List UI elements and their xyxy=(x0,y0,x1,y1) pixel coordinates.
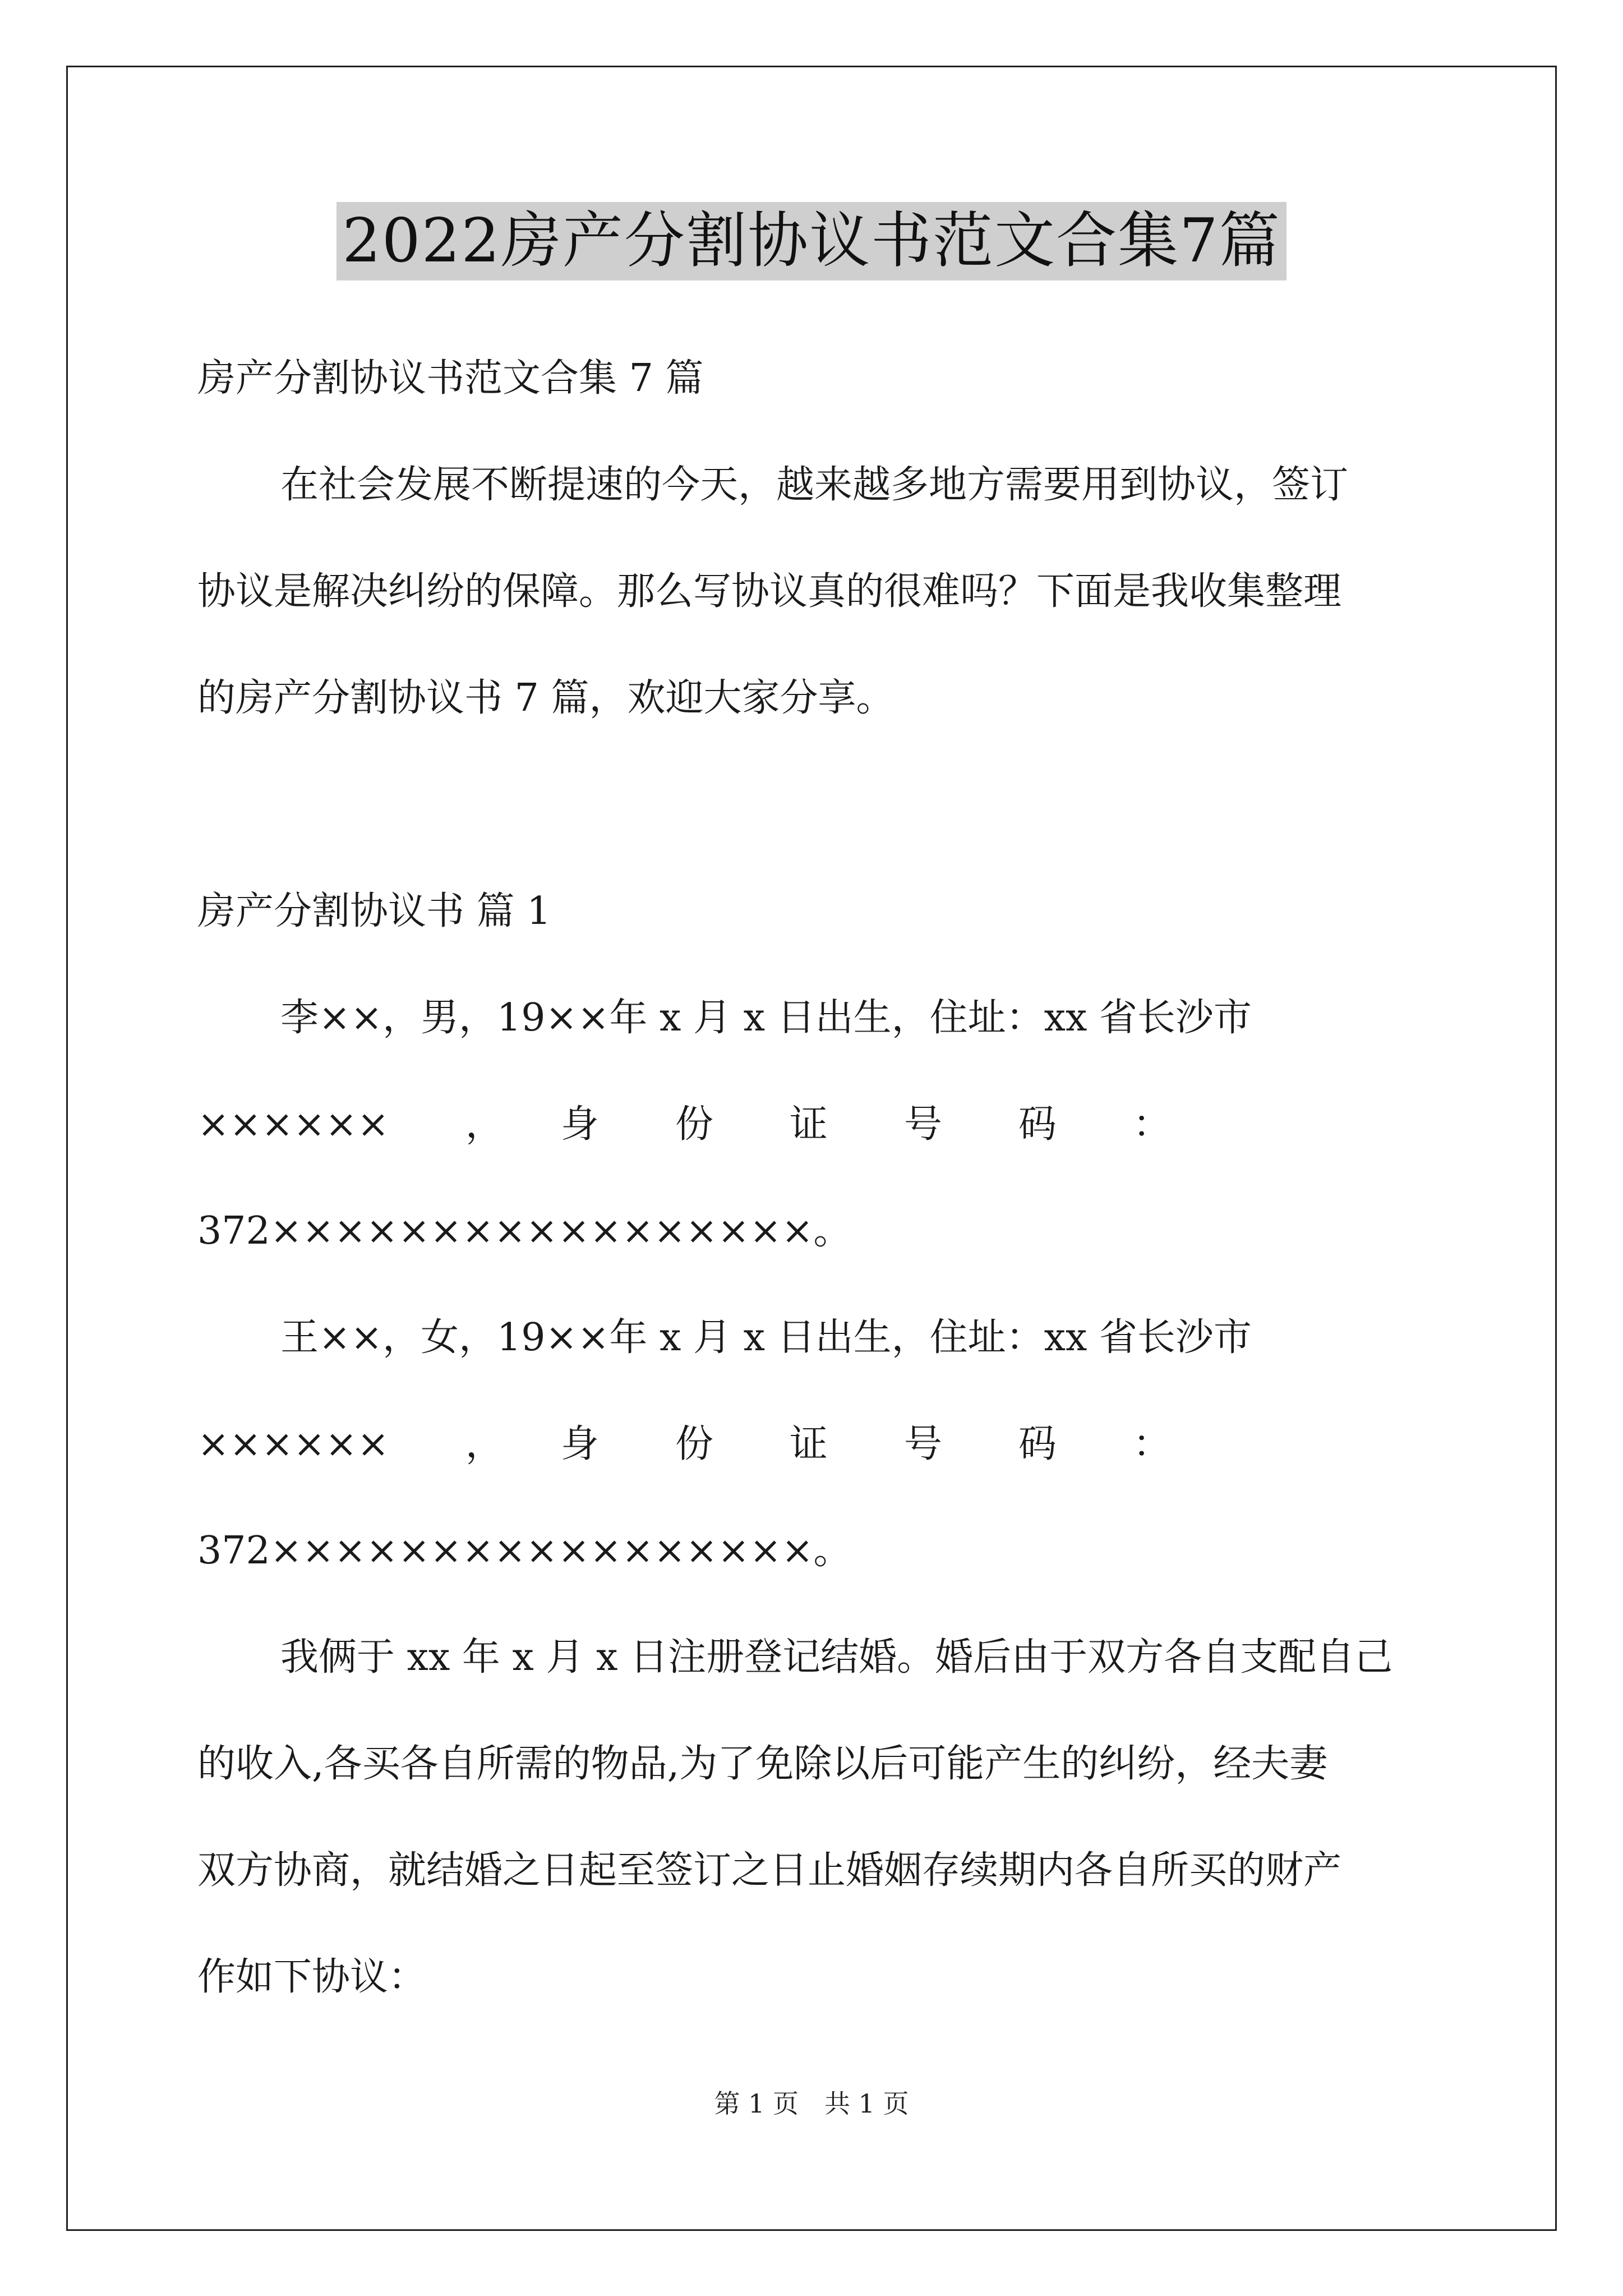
party-a-line-2: ×××××× ， 身 份 证 号 码 ： xyxy=(197,1102,1171,1147)
page-number: 第 1 页 共 1 页 xyxy=(714,2088,909,2119)
party-b-line-2: ×××××× ， 身 份 证 号 码 ： xyxy=(197,1422,1171,1466)
party-a-line-3: 372×××××××××××××××××。 xyxy=(197,1209,852,1253)
party-b-line-1: 王××，女，19××年 x 月 x 日出生，住址：xx 省长沙市 xyxy=(280,1315,1252,1360)
document-subtitle: 房产分割协议书范文合集 7 篇 xyxy=(197,356,704,401)
agreement-line-3: 双方协商，就结婚之日起至签订之日止婚姻存续期内各自所买的财产 xyxy=(197,1848,1342,1893)
agreement-line-1: 我俩于 xx 年 x 月 x 日注册登记结婚。婚后由于双方各自支配自己 xyxy=(280,1635,1393,1680)
agreement-line-2: 的收入,各买各自所需的物品,为了免除以后可能产生的纠纷，经夫妻 xyxy=(197,1742,1328,1786)
party-a-line-1: 李××，男，19××年 x 月 x 日出生，住址：xx 省长沙市 xyxy=(280,996,1252,1040)
section-heading: 房产分割协议书 篇 1 xyxy=(197,889,551,933)
intro-line-3: 的房产分割协议书 7 篇，欢迎大家分享。 xyxy=(197,676,895,720)
document-title: 2022房产分割协议书范文合集7篇 xyxy=(336,202,1287,280)
agreement-line-4: 作如下协议： xyxy=(197,1955,427,1999)
intro-line-2: 协议是解决纠纷的保障。那么写协议真的很难吗？下面是我收集整理 xyxy=(197,569,1342,614)
title-container xyxy=(0,202,1623,280)
intro-line-1: 在社会发展不断提速的今天，越来越多地方需要用到协议，签订 xyxy=(280,463,1349,507)
party-b-line-3: 372×××××××××××××××××。 xyxy=(197,1529,852,1573)
